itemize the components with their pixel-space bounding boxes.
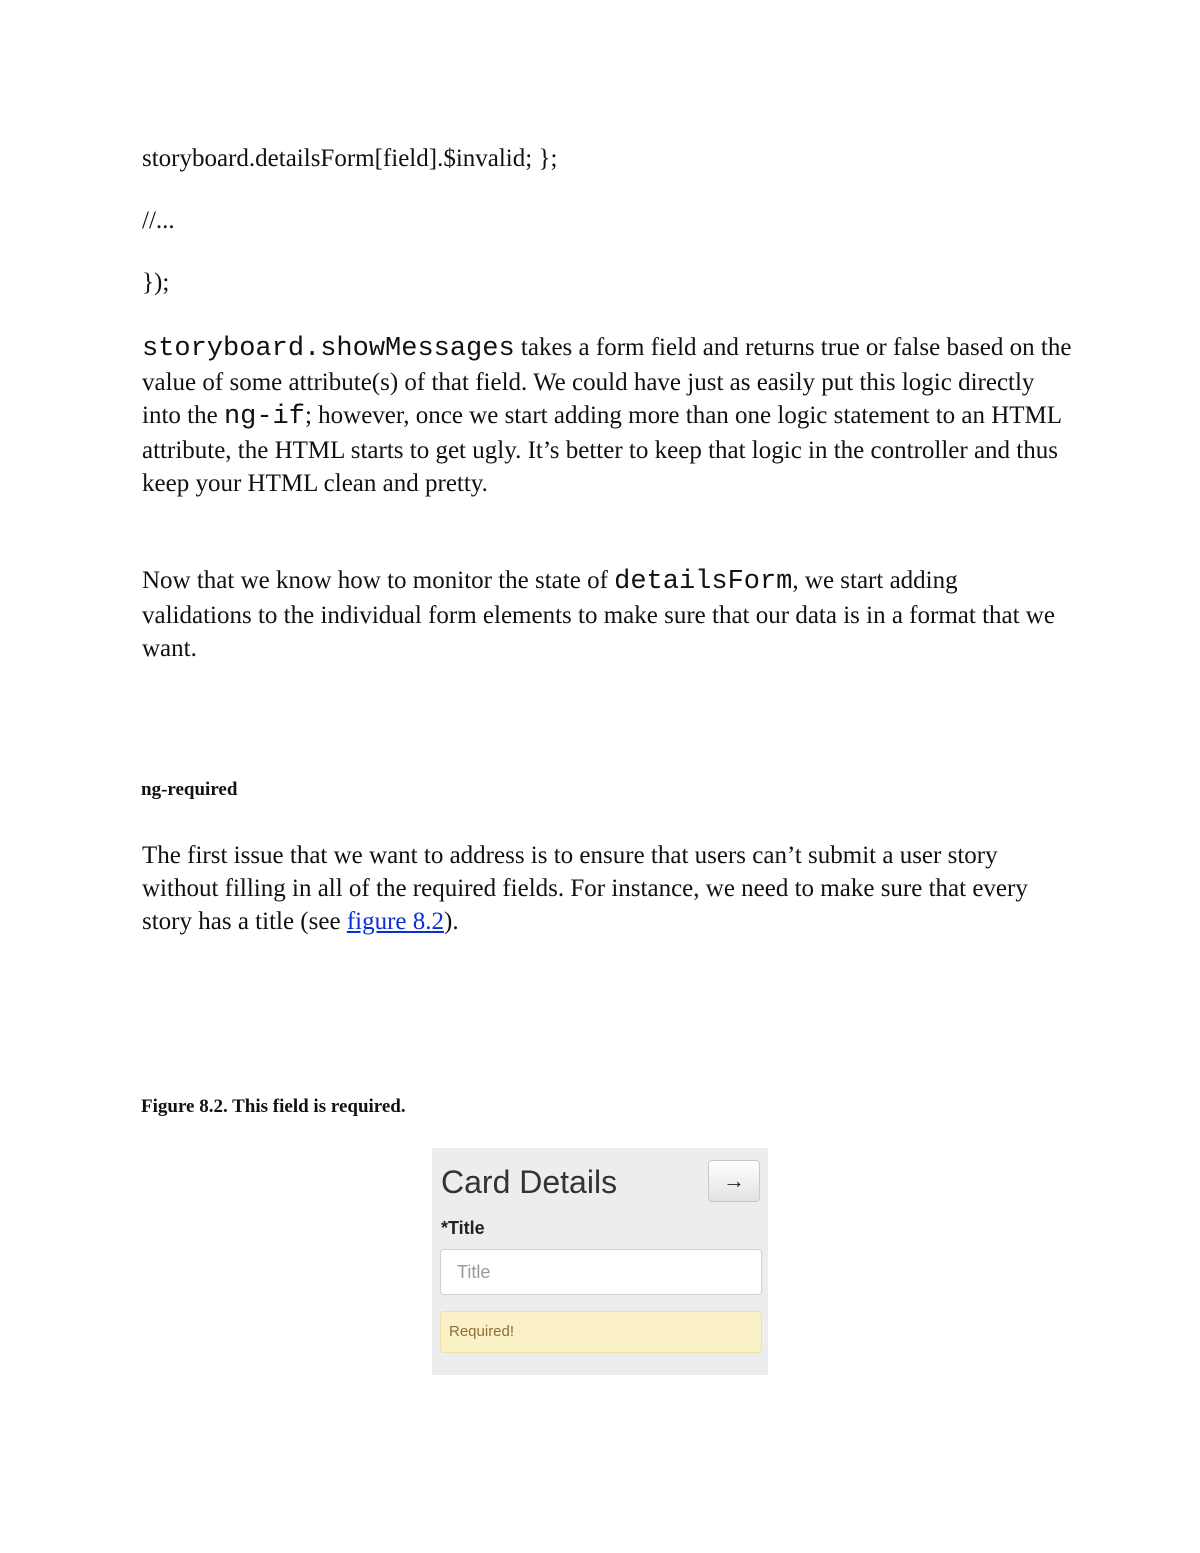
paragraph-required-fields (142, 839, 1072, 938)
paragraph-text: , we start adding validations to the individual form elements to make sure that our data is in a format that we want. (142, 567, 1055, 662)
paragraph-details-form (142, 564, 1072, 665)
paragraph-text: ; however, once we start adding more than one logic statement to an HTML attribute, the HTML starts to get ugly. It’s better to keep that logic in the controller and thus keep your HTML clean and pretty. (142, 402, 1062, 497)
inline-code: ng-if (223, 402, 305, 432)
figure-link[interactable]: figure 8.2 (346, 908, 445, 935)
inline-code: storyboard.showMessages (142, 334, 515, 364)
paragraph-text: Now that we know how to monitor the state of (142, 567, 615, 594)
paragraph-text: ). (444, 908, 459, 935)
card-title: Card Details (441, 1164, 618, 1200)
paragraph-text: takes a form field and returns true or false based on the value of some attribute(s) of that field. We could have just as easily put this logic directly into the (142, 334, 1072, 429)
title-input[interactable] (440, 1249, 762, 1295)
code-line-1: storyboard.detailsForm[field].$invalid; }; (142, 145, 558, 172)
required-alert: Required! (440, 1311, 762, 1353)
card-details-figure (432, 1148, 768, 1375)
paragraph-text: The first issue that we want to address is to ensure that users can’t submit a user story without filling in all of the required fields. For instance, we need to make sure that every story has a title (see (142, 842, 1028, 935)
section-heading: ng-required (141, 779, 238, 800)
inline-code: detailsForm (614, 567, 793, 597)
next-button[interactable] (708, 1160, 760, 1202)
title-field-label: *Title (441, 1218, 485, 1238)
code-line-2: //... (142, 207, 175, 234)
code-line-3: }); (142, 269, 170, 296)
figure-caption: Figure 8.2. This field is required. (141, 1096, 406, 1117)
paragraph-show-messages (142, 331, 1072, 500)
arrow-right-icon: → (723, 1168, 745, 1193)
